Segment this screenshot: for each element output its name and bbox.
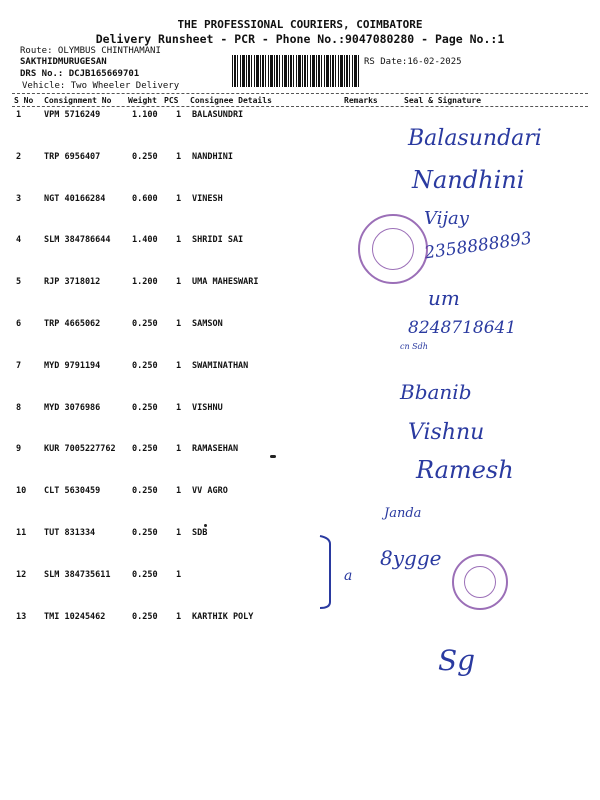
- row-pcs: 1: [176, 486, 182, 496]
- row-consignment: TUT 831334: [44, 528, 96, 538]
- header-rule-bottom: [12, 106, 588, 107]
- company-seal-stamp: [358, 214, 428, 284]
- row-consignee: NANDHINI: [192, 152, 233, 162]
- row-pcs: 1: [176, 277, 182, 287]
- row-consignment: SLM 384786644: [44, 235, 111, 245]
- row-consignment: MYD 9791194: [44, 361, 101, 371]
- row-pcs: 1: [176, 570, 182, 580]
- ink-dot: [270, 455, 276, 458]
- row-weight: 1.200: [132, 277, 158, 287]
- handwritten-phone-2: 8248718641: [408, 318, 517, 338]
- header-rule-top: [12, 93, 588, 94]
- row-weight: 0.250: [132, 486, 158, 496]
- col-sno: S No: [14, 96, 34, 105]
- row-weight: 0.250: [132, 403, 158, 413]
- runsheet-subtitle: Delivery Runsheet - PCR - Phone No.:9047080280 - Page No.:1: [95, 32, 505, 46]
- col-remarks: Remarks: [344, 96, 378, 105]
- signature-balasundari: Balasundari: [408, 126, 542, 151]
- signature-ramasehan: Ramesh: [416, 456, 514, 484]
- row-consignment: SLM 384735611: [44, 570, 111, 580]
- row-sno: 4: [16, 235, 22, 245]
- row-consignment: RJP 3718012: [44, 277, 101, 287]
- signature-vishnu: Vishnu: [408, 420, 485, 445]
- col-seal-signature: Seal & Signature: [404, 96, 482, 105]
- row-sno: 9: [16, 444, 22, 454]
- col-weight: Weight: [128, 96, 157, 105]
- row-consignee: SWAMINATHAN: [192, 361, 249, 371]
- row-consignment: TMI 10245462: [44, 612, 106, 622]
- row-consignment: NGT 40166284: [44, 194, 106, 204]
- row-consignee: VISHNU: [192, 403, 223, 413]
- col-consignment: Consignment No: [44, 96, 112, 105]
- row-sno: 10: [16, 486, 27, 496]
- courier-seal-stamp: [452, 554, 508, 610]
- row-pcs: 1: [176, 528, 182, 538]
- row-weight: 0.250: [132, 570, 158, 580]
- row-consignment: MYD 3076986: [44, 403, 101, 413]
- row-weight: 0.250: [132, 152, 158, 162]
- col-pcs: PCS: [164, 96, 179, 105]
- signature-karthik-poly: Sg: [438, 644, 476, 677]
- row-pcs: 1: [176, 235, 182, 245]
- row-weight: 0.250: [132, 612, 158, 622]
- row-consignment: VPM 5716249: [44, 110, 101, 120]
- row-weight: 0.600: [132, 194, 158, 204]
- handwritten-phone-1: 2358888893: [423, 228, 534, 264]
- row-consignee: UMA MAHESWARI: [192, 277, 259, 287]
- row-sno: 5: [16, 277, 22, 287]
- row-sno: 12: [16, 570, 27, 580]
- row-sno: 7: [16, 361, 22, 371]
- handwritten-note-small: cn Sdh: [400, 342, 428, 351]
- row-pcs: 1: [176, 444, 182, 454]
- row-pcs: 1: [176, 194, 182, 204]
- row-consignee: SAMSON: [192, 319, 223, 329]
- row-pcs: 1: [176, 361, 182, 371]
- row-pcs: 1: [176, 152, 182, 162]
- row-weight: 1.400: [132, 235, 158, 245]
- drs-number: DRS No.: DCJB165669701: [20, 69, 140, 79]
- row-sno: 2: [16, 152, 22, 162]
- row-sno: 3: [16, 194, 22, 204]
- row-pcs: 1: [176, 612, 182, 622]
- row-pcs: 1: [176, 403, 182, 413]
- row-consignment: CLT 5630459: [44, 486, 101, 496]
- staff-label: SAKTHIDMURUGESAN: [20, 57, 107, 67]
- ink-dot: [204, 524, 207, 527]
- signature-swaminathan: Bbanib: [400, 380, 472, 404]
- signature-vijay: Vijay: [424, 208, 469, 229]
- row-consignee: KARTHIK POLY: [192, 612, 254, 622]
- row-weight: 0.250: [132, 528, 158, 538]
- col-consignee: Consignee Details: [190, 96, 272, 105]
- row-sno: 6: [16, 319, 22, 329]
- row-weight: 0.250: [132, 361, 158, 371]
- row-weight: 0.250: [132, 444, 158, 454]
- row-sno: 8: [16, 403, 22, 413]
- signature-nandhini: Nandhini: [412, 166, 525, 194]
- row-consignment: KUR 7005227762: [44, 444, 116, 454]
- row-consignee: VV AGRO: [192, 486, 228, 496]
- row-consignee: RAMASEHAN: [192, 444, 239, 454]
- company-title: THE PROFESSIONAL COURIERS, COIMBATORE: [177, 18, 423, 31]
- row-consignee: SDB: [192, 528, 208, 538]
- row-consignee: VINESH: [192, 194, 223, 204]
- signature-sdb: 8ygge: [380, 546, 442, 570]
- route-label: Route: OLYMBUS CHINTHAMANI: [20, 46, 161, 56]
- barcode: [232, 55, 360, 87]
- row-pcs: 1: [176, 110, 182, 120]
- row-consignee: SHRIDI SAI: [192, 235, 244, 245]
- signature-vv-agro: Janda: [384, 506, 422, 521]
- row-sno: 13: [16, 612, 27, 622]
- signature-uma: um: [428, 286, 460, 310]
- row-sno: 1: [16, 110, 22, 120]
- row-sno: 11: [16, 528, 27, 538]
- bracket-note: a: [344, 568, 353, 584]
- row-weight: 0.250: [132, 319, 158, 329]
- row-pcs: 1: [176, 319, 182, 329]
- row-consignment: TRP 4665062: [44, 319, 101, 329]
- rs-date: RS Date:16-02-2025: [364, 57, 462, 67]
- row-weight: 1.100: [132, 110, 158, 120]
- vehicle-label: Vehicle: Two Wheeler Delivery: [22, 81, 180, 91]
- row-consignee: BALASUNDRI: [192, 110, 244, 120]
- row-consignment: TRP 6956407: [44, 152, 101, 162]
- handwritten-bracket: [316, 534, 338, 612]
